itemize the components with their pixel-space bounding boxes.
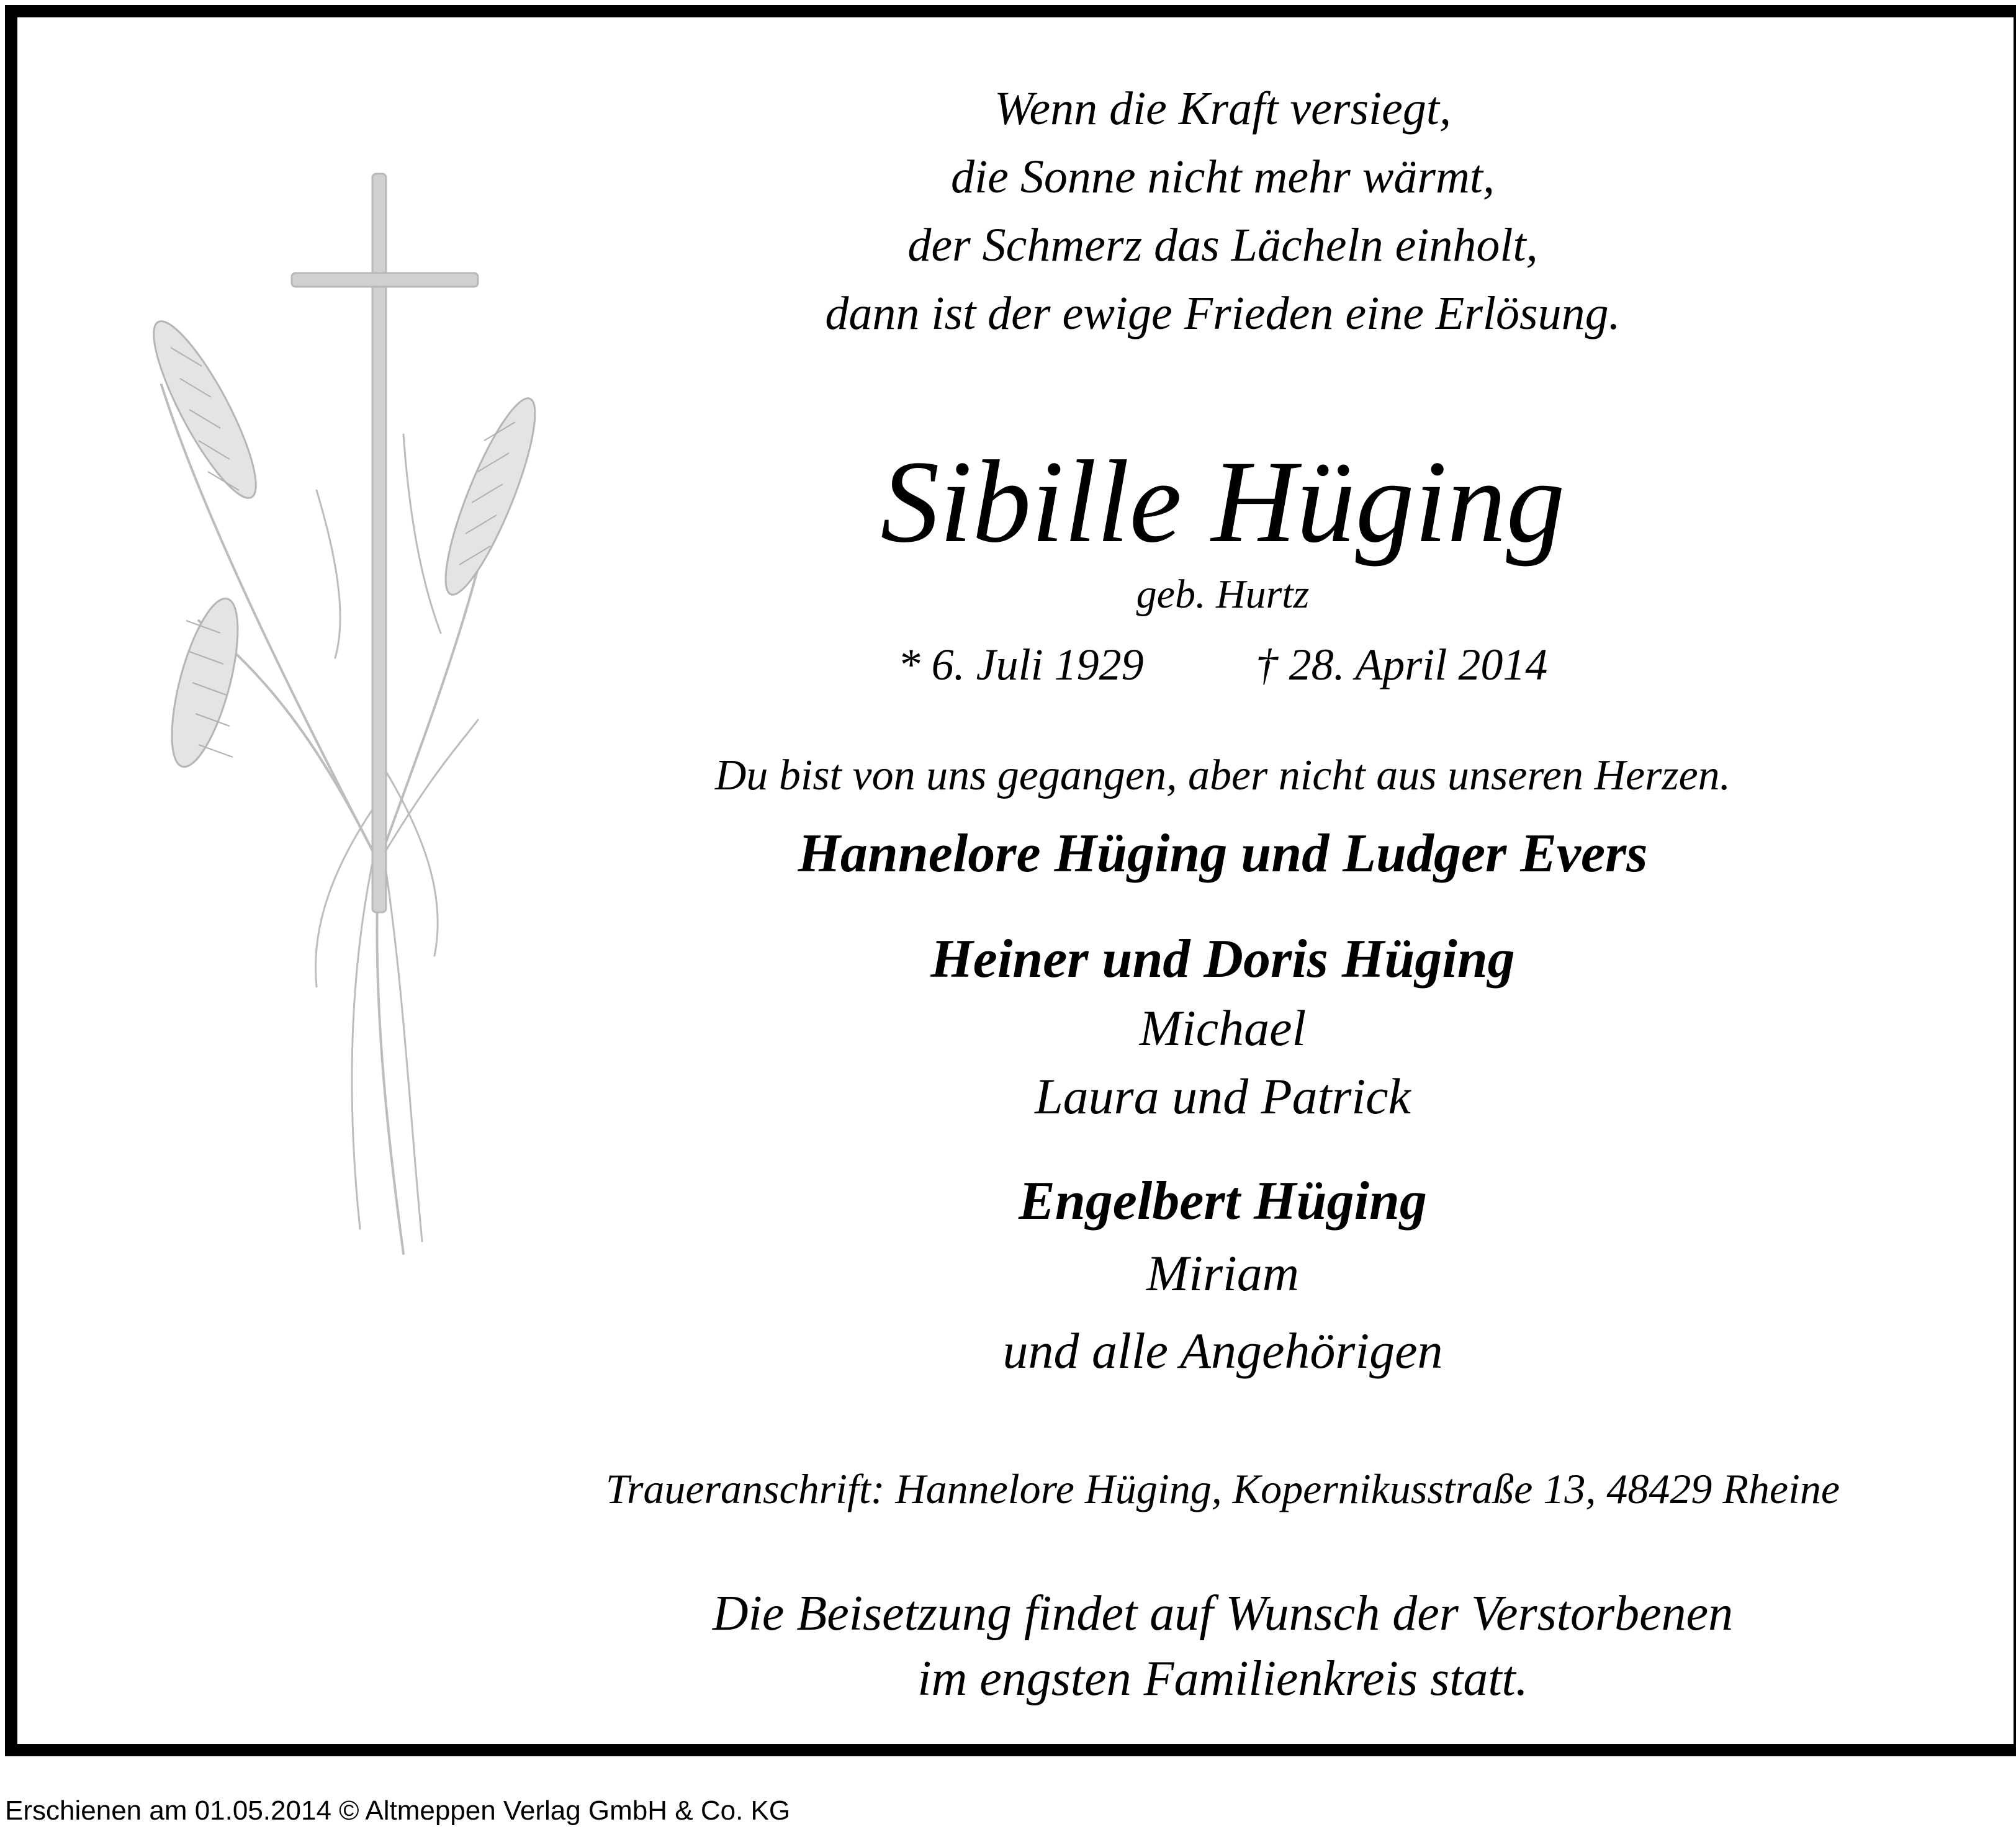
poem-line: die Sonne nicht mehr wärmt, xyxy=(950,151,1495,203)
mourner-member: Michael xyxy=(1139,1000,1307,1056)
cross-with-wheat-icon xyxy=(112,149,583,1266)
poem-line: Wenn die Kraft versiegt, xyxy=(994,83,1451,135)
mourner-member: Miriam xyxy=(1146,1245,1299,1301)
mourner-member: Laura und Patrick xyxy=(1035,1068,1411,1125)
mourner-group-1: Hannelore Hüging und Ludger Evers xyxy=(798,824,1648,884)
mourning-address: Traueranschrift: Hannelore Hüging, Kopernikusstraße 13, 48429 Rheine xyxy=(605,1465,1840,1512)
life-dates xyxy=(652,639,1794,691)
mourner-group-3: Engelbert Hüging xyxy=(1019,1171,1427,1231)
poem-line: dann ist der ewige Frieden eine Erlösung. xyxy=(825,287,1621,339)
birth-name: geb. Hurtz xyxy=(1136,572,1310,617)
mourner-group-2: Heiner und Doris Hüging xyxy=(930,929,1515,989)
publication-footer: Erschienen am 01.05.2014 © Altmeppen Verlag GmbH & Co. KG xyxy=(5,1795,791,1826)
deceased-name: Sibille Hüging xyxy=(880,437,1565,567)
motto: Du bist von uns gegangen, aber nicht aus unseren Herzen. xyxy=(714,752,1731,799)
poem-line: der Schmerz das Lächeln einholt, xyxy=(907,219,1538,271)
burial-notice-line: Die Beisetzung findet auf Wunsch der Verstorbenen xyxy=(712,1586,1734,1641)
death-date: † 28. April 2014 xyxy=(1255,640,1548,689)
mourners-others: und alle Angehörigen xyxy=(1002,1322,1443,1379)
birth-date: * 6. Juli 1929 xyxy=(898,640,1144,689)
burial-notice-line: im engsten Familienkreis statt. xyxy=(917,1651,1528,1706)
